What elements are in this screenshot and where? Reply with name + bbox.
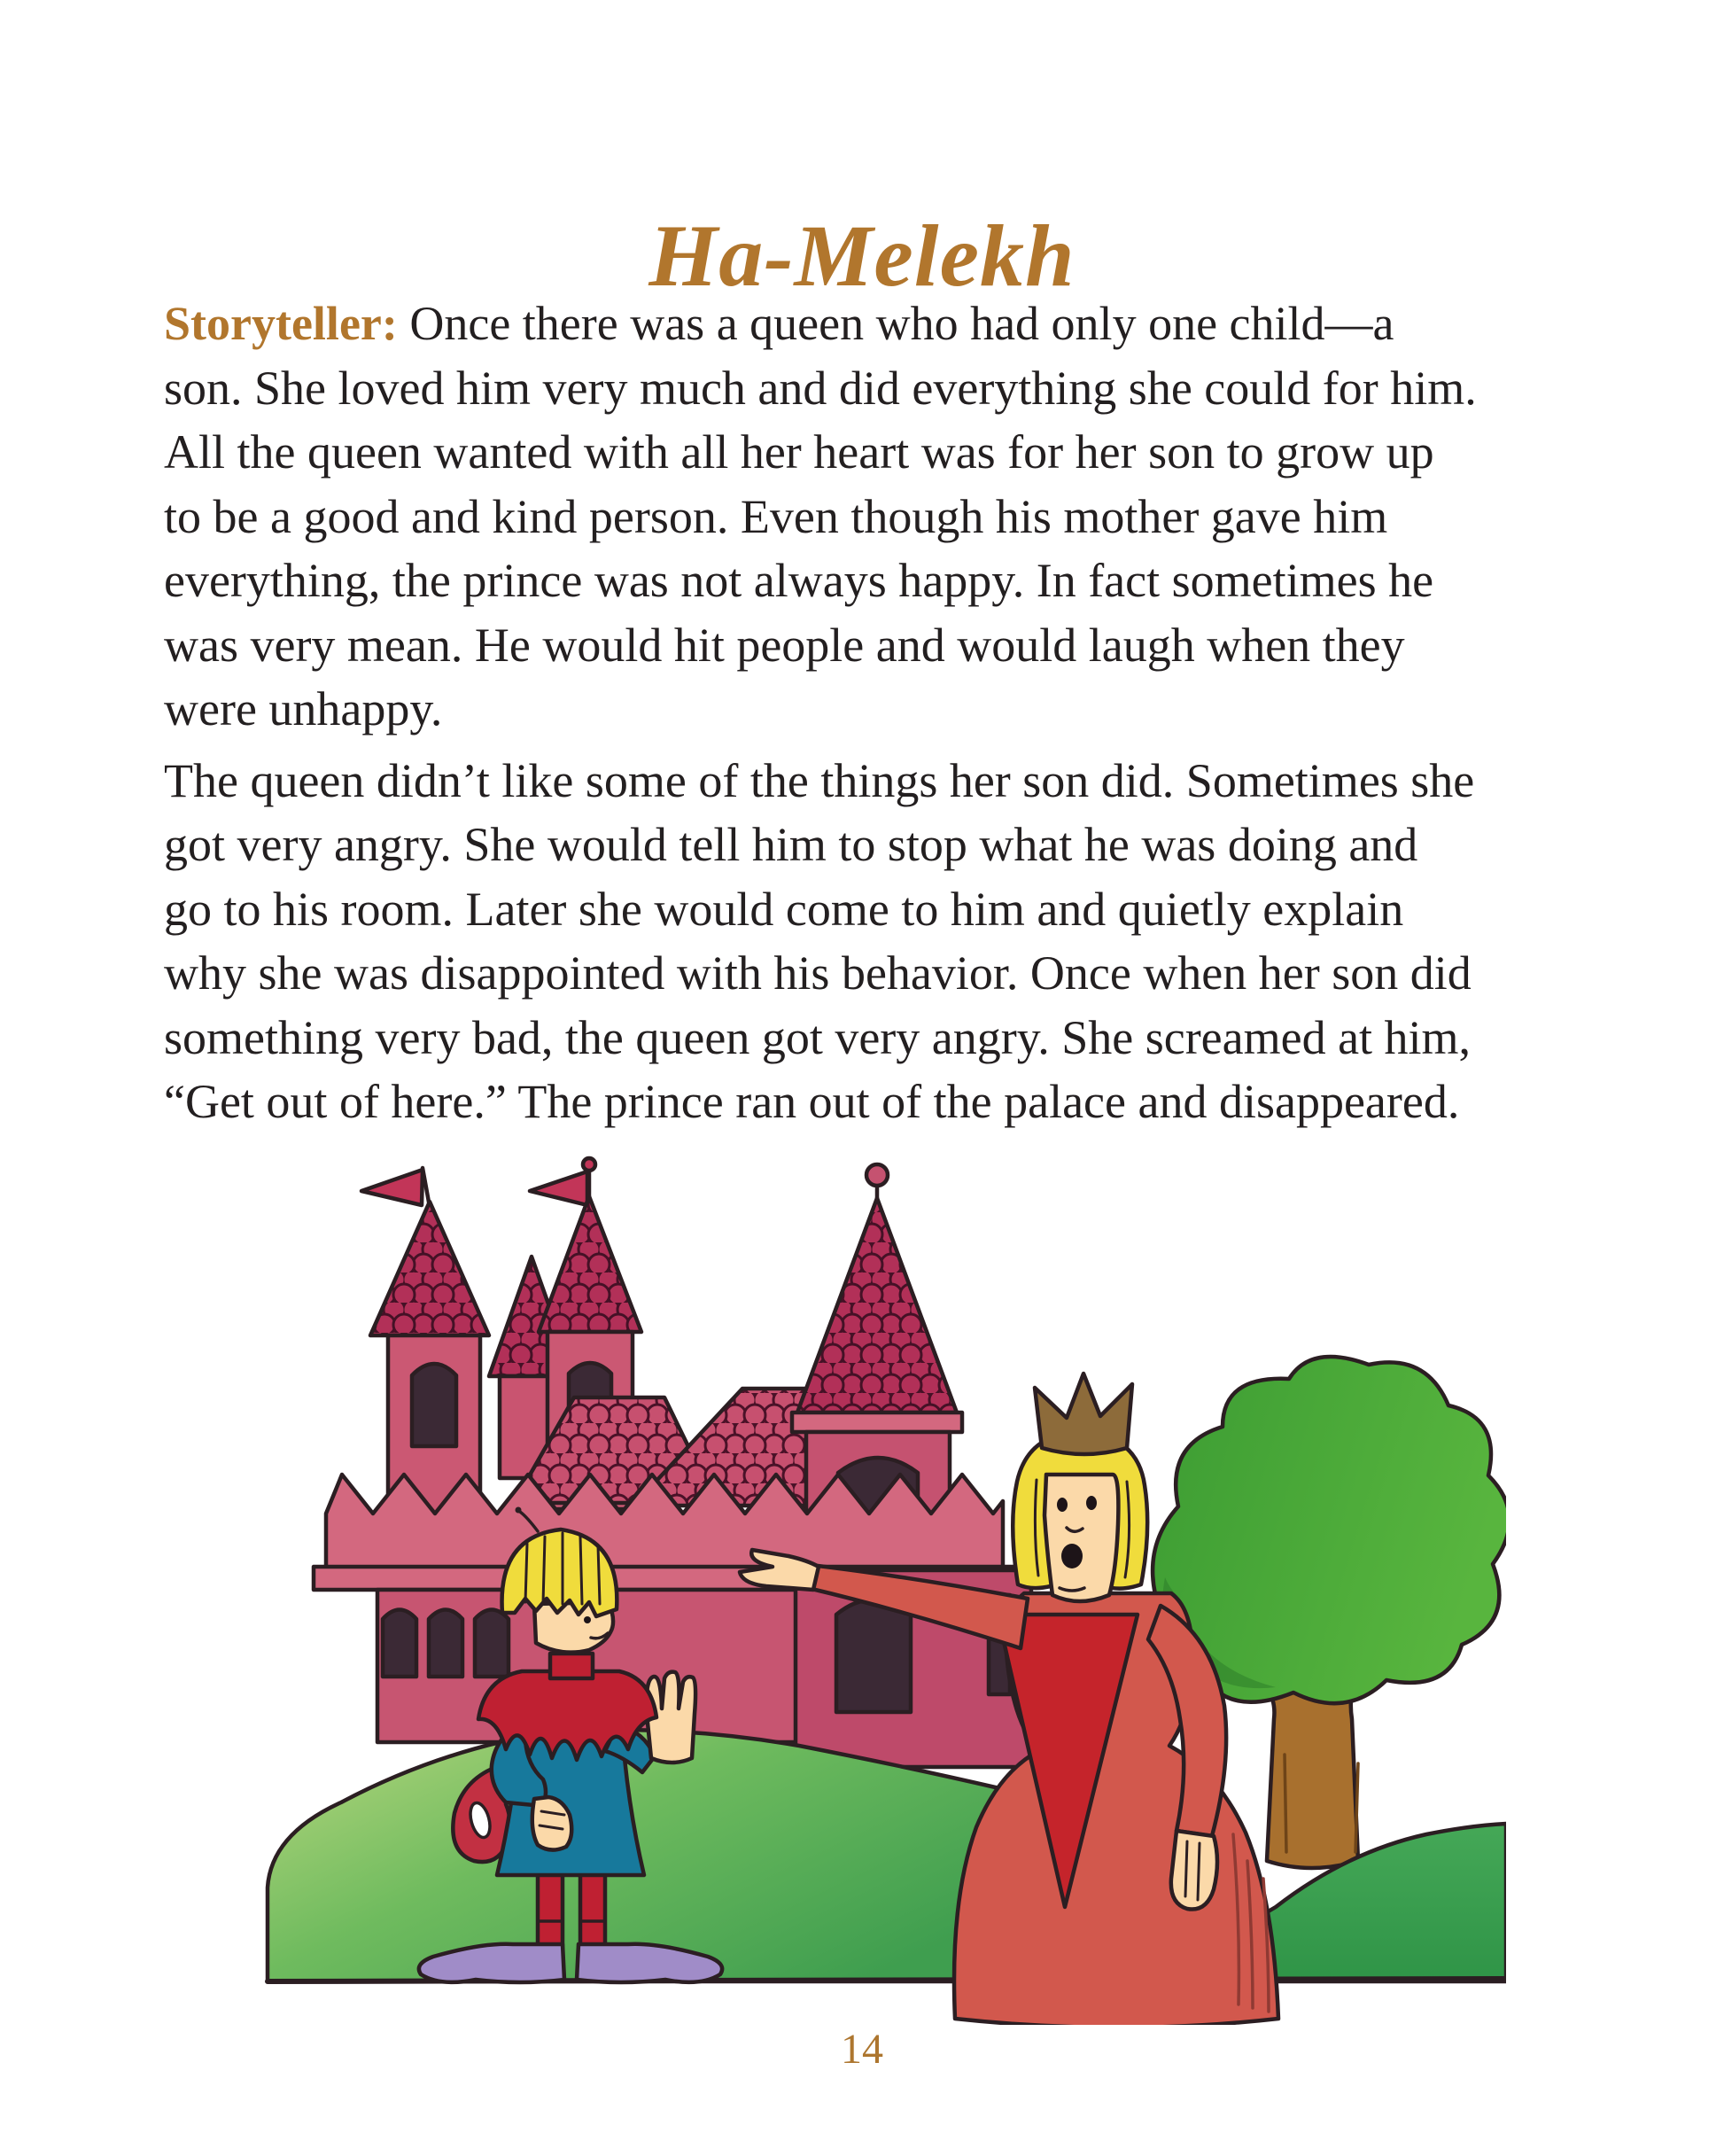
story-line: to be a good and kind person. Even though his mother gave him xyxy=(164,489,1388,543)
story-line-text: Once there was a queen who had only one child—a xyxy=(409,297,1394,350)
story-line: got very angry. She would tell him to stop what he was doing and xyxy=(164,818,1418,871)
story-line: something very bad, the queen got very angry. She screamed at him, xyxy=(164,1010,1472,1064)
story-paragraph-2 xyxy=(164,749,1652,1134)
story-illustration xyxy=(248,1152,1506,2025)
story-line: The queen didn’t like some of the things her son did. Sometimes she xyxy=(164,753,1475,807)
story-paragraph-1 xyxy=(164,292,1652,742)
story-line: go to his room. Later she would come to him and quietly explain xyxy=(164,882,1404,936)
castle-flag-icon xyxy=(361,1170,423,1205)
story-line: why she was disappointed with his behavior. Once when her son did xyxy=(164,946,1472,1000)
story-text xyxy=(164,292,1652,1134)
story-line xyxy=(164,292,1652,356)
story-line: “Get out of here.” The prince ran out of the palace and disappeared. xyxy=(164,1075,1460,1128)
page-number: 14 xyxy=(841,2026,883,2073)
story-line: everything, the prince was not always happy. In fact sometimes he xyxy=(164,554,1434,607)
storyteller-label: Storyteller: xyxy=(164,297,398,350)
story-line: All the queen wanted with all her heart was for her son to grow up xyxy=(164,425,1434,479)
story-line: were unhappy. xyxy=(164,682,443,736)
story-line: son. She loved him very much and did everything she could for him. xyxy=(164,361,1477,415)
page-title: Ha-Melekh xyxy=(648,206,1076,305)
story-line: was very mean. He would hit people and would laugh when they xyxy=(164,618,1405,672)
castle-flag-icon xyxy=(530,1171,587,1205)
